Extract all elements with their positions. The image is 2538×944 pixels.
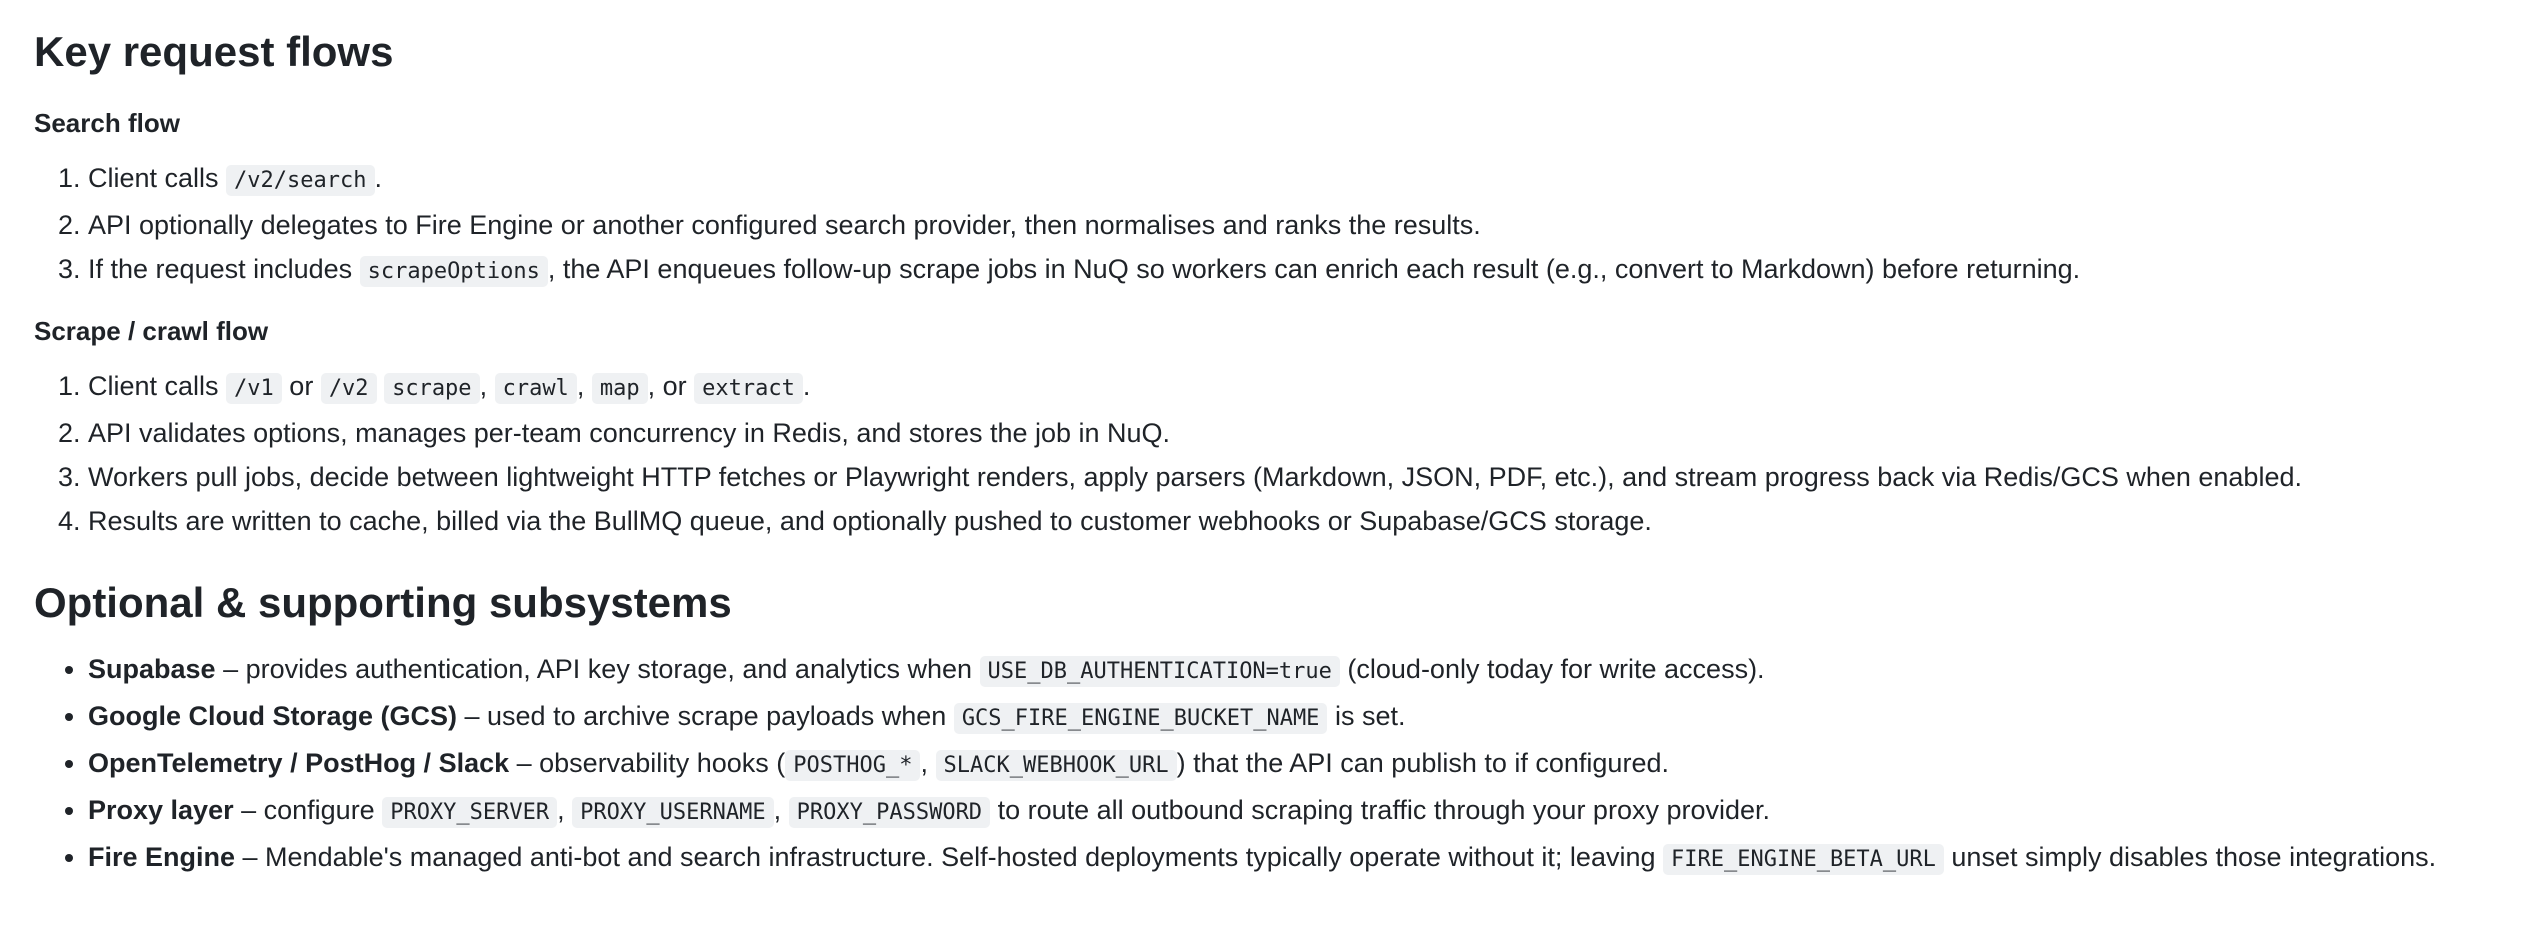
list-item xyxy=(88,247,2538,294)
step-text: Results are written to cache, billed via the BullMQ queue, and optionally pushed to customer webhooks or Supabase/GCS storage. xyxy=(88,506,1652,536)
inline-code: FIRE_ENGINE_BETA_URL xyxy=(1663,844,1944,875)
inline-code: scrape xyxy=(384,373,479,404)
subsystem-name: Supabase xyxy=(88,654,216,684)
subsystem-text: – provides authentication, API key storage, and analytics when xyxy=(215,654,980,684)
heading-key-request-flows: Key request flows xyxy=(34,28,394,75)
list-item xyxy=(88,499,2538,543)
step-text: If the request includes xyxy=(88,254,360,284)
list-item xyxy=(88,364,2538,411)
list-item xyxy=(88,411,2538,455)
inline-code: crawl xyxy=(495,373,577,404)
subsystem-name: Fire Engine xyxy=(88,842,236,872)
subsystem-name: OpenTelemetry / PostHog / Slack xyxy=(88,748,510,778)
list-item xyxy=(88,647,2538,694)
subsystem-text: to route all outbound scraping traffic through your proxy provider. xyxy=(990,795,1771,825)
scrape-flow-list xyxy=(34,364,2538,543)
step-text: API validates options, manages per-team concurrency in Redis, and stores the job in NuQ. xyxy=(88,418,1171,448)
inline-code: map xyxy=(592,373,648,404)
inline-code: /v1 xyxy=(226,373,282,404)
inline-code: USE_DB_AUTHENTICATION=true xyxy=(980,656,1340,687)
step-text: API optionally delegates to Fire Engine or another configured search provider, then normalises and ranks the results. xyxy=(88,210,1481,240)
list-item xyxy=(88,156,2538,203)
list-item xyxy=(88,694,2538,741)
subsystem-text: – used to archive scrape payloads when xyxy=(457,701,954,731)
subsystem-text: , xyxy=(920,748,936,778)
list-item xyxy=(88,788,2538,835)
step-text: , or xyxy=(647,371,695,401)
inline-code: /v2 xyxy=(321,373,377,404)
subsystem-text: (cloud-only today for write access). xyxy=(1339,654,1765,684)
subsystem-text: – observability hooks ( xyxy=(509,748,786,778)
step-text: . xyxy=(802,371,811,401)
inline-code: GCS_FIRE_ENGINE_BUCKET_NAME xyxy=(954,703,1328,734)
step-text: Client calls xyxy=(88,371,227,401)
subsystem-name: Proxy layer xyxy=(88,795,234,825)
step-text: , the API enqueues follow-up scrape jobs in NuQ so workers can enrich each result (e.g., convert to Markdown) before returning. xyxy=(547,254,2081,284)
subsystem-text: is set. xyxy=(1327,701,1406,731)
list-item xyxy=(88,455,2538,499)
list-item xyxy=(88,741,2538,788)
step-text: . xyxy=(374,163,383,193)
subsystem-name: Google Cloud Storage (GCS) xyxy=(88,701,457,731)
subsystem-text: , xyxy=(557,795,573,825)
inline-code: PROXY_USERNAME xyxy=(572,797,773,828)
step-text: Client calls xyxy=(88,163,227,193)
inline-code: scrapeOptions xyxy=(360,256,548,287)
step-text: or xyxy=(281,371,321,401)
subsystem-text: – Mendable's managed anti-bot and search infrastructure. Self-hosted deployments typically operate without it; leaving xyxy=(235,842,1663,872)
step-text: , xyxy=(479,371,495,401)
inline-code: extract xyxy=(694,373,803,404)
search-flow-list xyxy=(34,156,2538,294)
list-item xyxy=(88,203,2538,247)
subsystems-list xyxy=(34,647,2538,882)
heading-search-flow: Search flow xyxy=(34,108,180,138)
subsystem-text: – configure xyxy=(233,795,383,825)
inline-code: PROXY_SERVER xyxy=(382,797,557,828)
inline-code: /v2/search xyxy=(226,165,374,196)
inline-code: SLACK_WEBHOOK_URL xyxy=(936,750,1177,781)
heading-optional-subsystems: Optional & supporting subsystems xyxy=(34,579,732,626)
step-text: Workers pull jobs, decide between lightweight HTTP fetches or Playwright renders, apply parsers (Markdown, JSON, PDF, etc.), and stream progress back via Redis/GCS when enabled. xyxy=(88,462,2302,492)
inline-code: PROXY_PASSWORD xyxy=(789,797,990,828)
subsystem-text: , xyxy=(773,795,789,825)
step-text xyxy=(377,371,385,401)
list-item xyxy=(88,835,2538,882)
heading-scrape-crawl-flow: Scrape / crawl flow xyxy=(34,316,269,346)
subsystem-text: unset simply disables those integrations. xyxy=(1943,842,2437,872)
inline-code: POSTHOG_* xyxy=(785,750,920,781)
step-text: , xyxy=(576,371,592,401)
subsystem-text: ) that the API can publish to if configured. xyxy=(1176,748,1669,778)
